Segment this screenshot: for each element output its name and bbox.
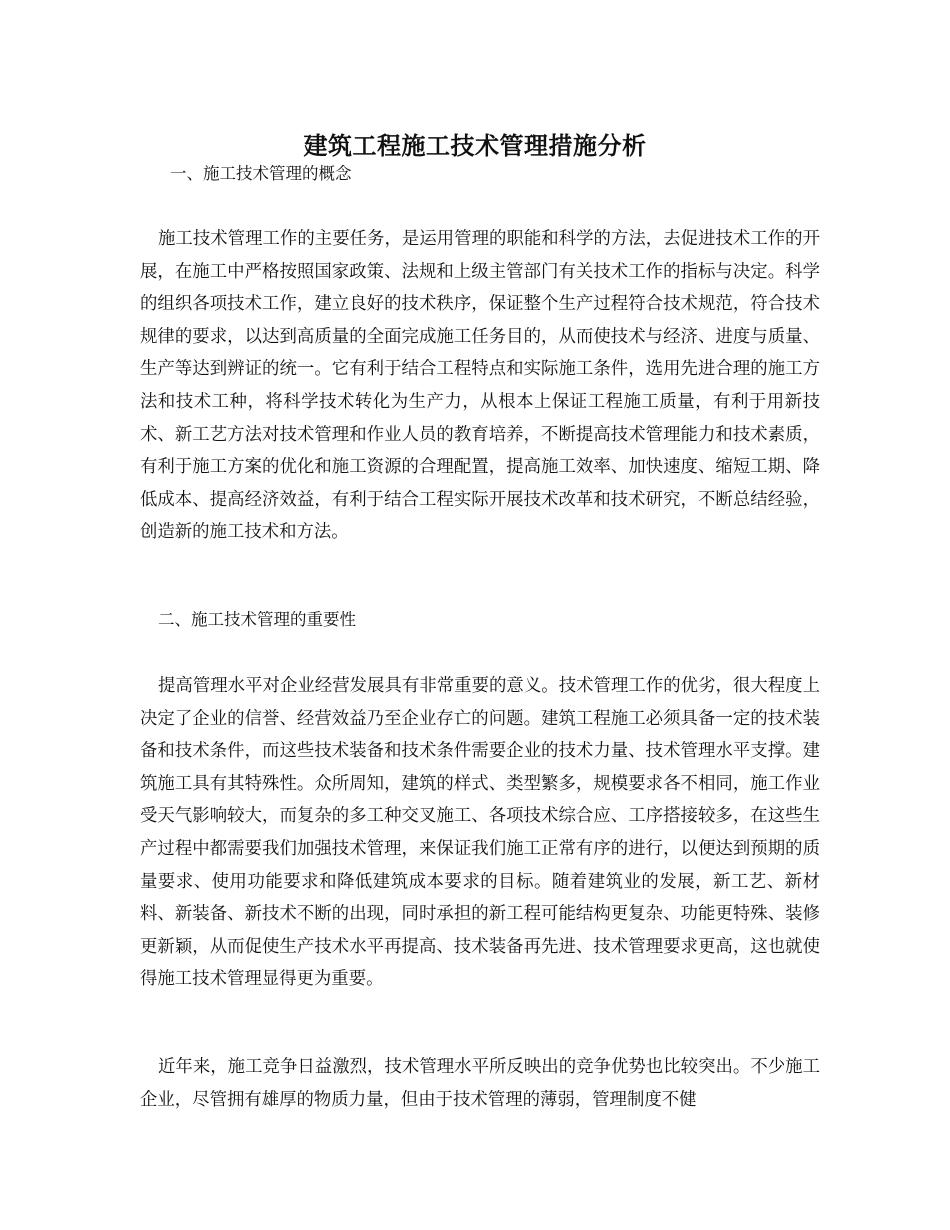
section-1-paragraph: 施工技术管理工作的主要任务，是运用管理的职能和科学的方法，去促进技术工作的开展，在施工中严格按照国家政策、法规和上级主管部门有关技术工作的指标与决定。科学的组织各项技术工作，建立良好的技术秩序，保证整个生产过程符合技术规范，符合技术规律的要求，以达到高质量的全面完成施工任务目的，从而使技术与经济、进度与质量、生产等达到辨证的统一。它有利于结合工程特点和实际施工条件，选用先进合理的施工方法和技术工种，将科学技术转化为生产力，从根本上保证工程施工质量，有利于用新技术、新工艺方法对技术管理和作业人员的教育培养，不断提高技术管理能力和技术素质，有利于施工方案的优化和施工资源的合理配置，提高施工效率、加快速度、缩短工期、降低成本、提高经济效益，有利于结合工程实际开展技术改革和技术研究，不断总结经验，创造新的施工技术和方法。 <box>140 229 820 543</box>
section-2-paragraph-1: 提高管理水平对企业经营发展具有非常重要的意义。技术管理工作的优劣，很大程度上决定了企业的信誉、经营效益乃至企业存亡的问题。建筑工程施工必须具备一定的技术装备和技术条件，而这些技术装备和技术条件需要企业的技术力量、技术管理水平支撑。建筑施工具有其特殊性。众所周知，建筑的样式、类型繁多，规模要求各不相同，施工作业受天气影响较大，而复杂的多工种交叉施工、各项技术综合应、工序搭接较多，在这些生产过程中都需要我们加强技术管理，来保证我们施工正常有序的进行，以便达到预期的质量要求、使用功能要求和降低建筑成本要求的目标。随着建筑业的发展，新工艺、新材料、新装备、新技术不断的出现，同时承担的新工程可能结构更复杂、功能更特殊、装修更新颖，从而促使生产技术水平再提高、技术装备再先进、技术管理要求更高，这也就使得施工技术管理显得更为重要。 <box>140 676 820 990</box>
document-title: 建筑工程施工技术管理措施分析 <box>303 131 647 161</box>
section-1-heading: 一、施工技术管理的概念 <box>170 164 352 183</box>
section-2-heading: 二、施工技术管理的重要性 <box>158 610 356 629</box>
section-2-paragraph-2: 近年来，施工竞争日益激烈，技术管理水平所反映出的竞争优势也比较突出。不少施工企业，尽管拥有雄厚的物质力量，但由于技术管理的薄弱，管理制度不健 <box>140 1057 820 1110</box>
